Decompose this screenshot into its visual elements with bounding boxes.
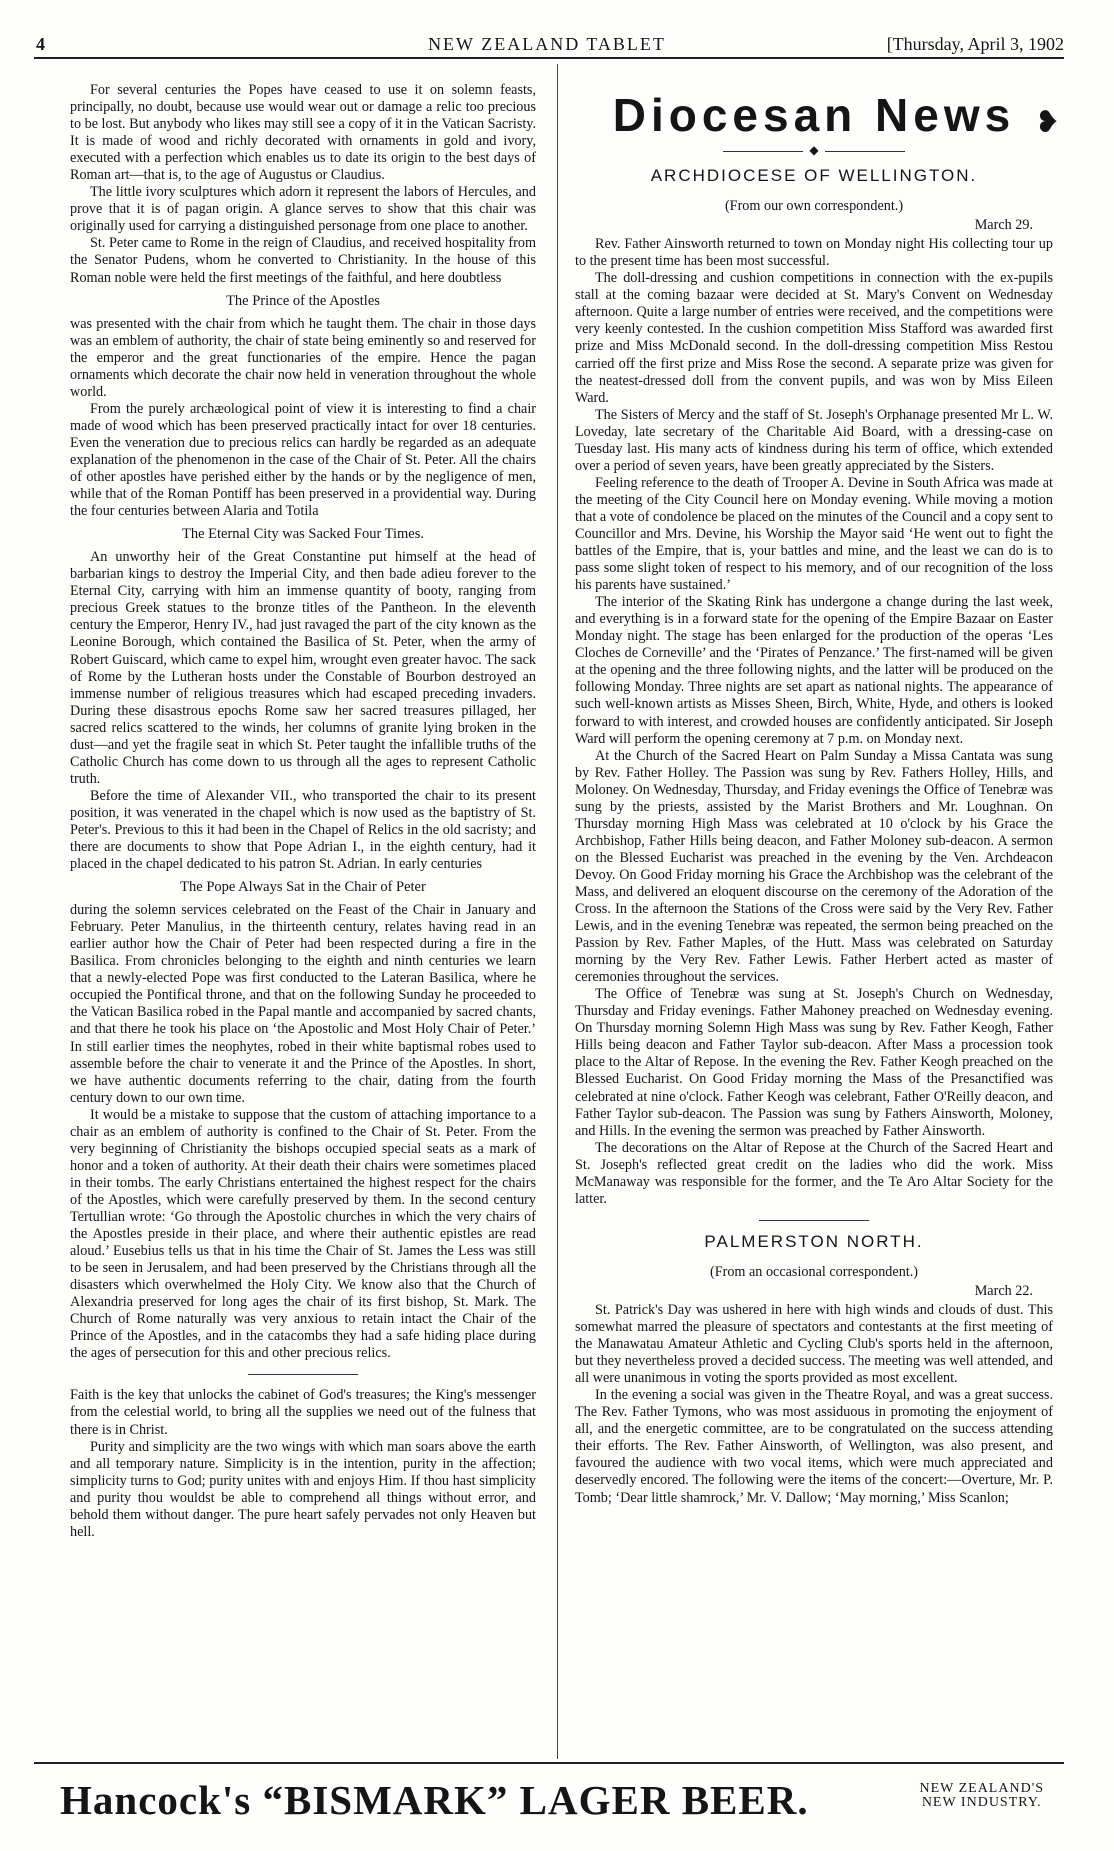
tagline-line: NEW INDUSTRY. (921, 1795, 1042, 1810)
right-column (575, 80, 1065, 1507)
correspondent-note: (From an occasional correspondent.) (709, 1263, 918, 1280)
footer-advertisement (60, 1776, 1070, 1826)
paragraph: St. Patrick's Day was ushered in here with high winds and clouds of dust. This somewhat marred the pleasure of spectators and contestants at the first meeting of the Manawatau Amateur Athletic and Cycling Club's sports held in the afternoon, but they nevertheless proved a decided success. The meeting was well attended, and all were unanimous in voting the sports provided as most excellent. (575, 1302, 1053, 1387)
subsection-title: ARCHDIOCESE OF WELLINGTON. (650, 166, 978, 186)
subheading: The Pope Always Sat in the Chair of Peter (180, 879, 426, 896)
subsection-title: PALMERSTON NORTH. (704, 1231, 924, 1251)
newspaper-title: NEW ZEALAND TABLET (428, 34, 666, 54)
paragraph: It would be a mistake to suppose that the custom of attaching importance to a chair as an emblem of authority is confined to the Chair of St. Peter. From the very beginning of Christianity the bishops occupied special seats as a mark of honor and a token of authority. At their death their chairs were sometimes placed in their tombs. The early Christians entertained the highest respect for the chairs of the Apostles, which were carefully preserved by them. In the second century Tertullian wrote: ‘Go through the Apostolic churches in which the very chairs of the Apostles preside in their place, and where their authentic epistles are read aloud.’ Eusebius tells us that in his time the Chair of St. James the Less was still to be seen in Jerusalem, and had been preserved by the Christians through all the disasters which overwhelmed the Holy City. We know also that the Church of Alexandria preserved for long ages the chair of its first bishop, St. Mark. The Church of Rome naturally was very anxious to retain intact the Chair of the Prince of the Apostles, and in the catacombs they had a safe hiding place during the ages of persecution for this and other precious relics. (70, 1106, 536, 1362)
separator-rule (248, 1374, 358, 1375)
paragraph: The doll-dressing and cushion competitions in connection with the ex-pupils stall at the coming bazaar were decided at St. Mary's Convent on Wednesday afternoon. Quite a large number of entries were received, and the competitions were very keenly contested. In the cushion competition Miss Stafford was awarded first prize and Miss McDonald second. In the doll-dressing competition Miss Restou carried off the first prize and Miss Rose the second. A separate prize was given for the neatest-dressed doll from the convent pupils, and was won by Miss Eileen Ward. (575, 270, 1053, 406)
left-column (70, 82, 536, 1541)
dateline: March 22. (974, 1282, 1033, 1299)
paragraph: Rev. Father Ainsworth returned to town on Monday night His collecting tour up to the present time has been most successful. (575, 236, 1053, 270)
footer-rule (34, 1762, 1064, 1764)
issue-date: [Thursday, April 3, 1902 (886, 34, 1064, 54)
paragraph: The interior of the Skating Rink has undergone a change during the last week, and everything is in a forward state for the opening of the Empire Bazaar on Easter Monday night. The stage has been enlarged for the production of the operas ‘Les Cloches de Corneville’ and the ‘Pirates of Penzance.’ The first-named will be given at the opening and the three following nights, and the latter will be produced on the following Monday. Three nights are set apart as national nights. The appearance of such well-known artists as Misses Sheen, Birch, White, Hyde, and others is looked forward to with interest, and crowded houses are confidently anticipated. Sir Joseph Ward will perform the opening ceremony at 7 p.m. on Monday next. (575, 594, 1053, 747)
heart-icon: ❥ (1034, 106, 1065, 139)
section-heading: Diocesan News ❥ (575, 90, 1053, 140)
paragraph: was presented with the chair from which he taught them. The chair in those days was an emblem of authority, the chair of state being eminently so and reserved for the emperor and the great functionaries of the empire. Hence the pagan ornaments which decorate the chair now held in veneration throughout the whole world. (70, 315, 536, 400)
advert-text: Hancock's “BISMARK” LAGER BEER. (60, 1777, 809, 1823)
dateline: March 29. (974, 217, 1033, 234)
paragraph: The decorations on the Altar of Repose at the Church of the Sacred Heart and St. Joseph's reflected great credit on the ladies who did the work. Miss McManaway was responsible for the former, and the Te Aro Altar Society for the latter. (575, 1139, 1053, 1207)
paragraph: From the purely archæological point of view it is interesting to find a chair made of wood which has been preserved practically intact for over 18 centuries. Even the veneration due to precious relics can hardly be regarded as an adequate explanation of the phenomenon in the case of the Chair of St. Peter. All the chairs of other apostles have perished either by the hands or by the negligence of men, while that of the Roman Pontiff has been preserved in a providential way. During the four centuries between Alaria and Totila (70, 400, 536, 520)
subheading: The Prince of the Apostles (226, 292, 380, 309)
header-rule (34, 57, 1064, 59)
separator-rule (759, 1220, 869, 1221)
paragraph: The little ivory sculptures which adorn it represent the labors of Hercules, and prove that it is of pagan origin. A glance serves to show that this chair was originally used for carrying a distinguished personage from one place to another. (70, 184, 536, 235)
paragraph: In the evening a social was given in the Theatre Royal, and was a great success. The Rev. Father Tymons, who was most assiduous in promoting the enjoyment of all, and the energetic committee, are to be congratulated on the success attending their efforts. The Rev. Father Ainsworth, of Wellington, was also present, and favoured the audience with two vocal items, which were much appreciated and deservedly encored. The following were the items of the concert:—Overture, Mr. P. Tomb; ‘Dear little shamrock,’ Mr. V. Dallow; ‘May morning,’ Miss Scanlon; (575, 1387, 1053, 1506)
paragraph: The Office of Tenebræ was sung at St. Joseph's Church on Wednesday, Thursday and Friday evenings. Father Mahoney preached on Wednesday evening. On Thursday morning Solemn High Mass was sung by Rev. Father Keogh, Father Hills being deacon and Father Taylor sub-deacon. After Mass a procession took place to the Altar of Repose. In the evening the Rev. Father Keogh preached on the Blessed Eucharist. On Good Friday morning the Mass of the Presanctified was celebrated at nine o'clock. Father Keogh was celebrant, Father O'Reilly deacon, and Father Taylor sub-deacon. The Passion was sung by Fathers Ainsworth, Moloney, and Hills. In the evening the sermon was preached by Father Ainsworth. (575, 986, 1053, 1139)
ornament-rule: ◆ (575, 142, 1053, 159)
paragraph: An unworthy heir of the Great Constantine put himself at the head of barbarian kings to destroy the Imperial City, and then bade adieu forever to the Eternal City, carrying with him an immense quantity of booty, ranging from precious Greek statues to the bronze titles of the Pantheon. In the eleventh century the Emperor, Henry IV., had just ravaged the part of the city known as the Leonine Borough, which contained the Basilica of St. Peter, when the army of Robert Guiscard, which came to expel him, wrought even greater havoc. The sack of Rome by the Lutheran hosts under the Constable of Bourbon destroyed an immense number of religious treasures which had escaped preceding invaders. During these disastrous epochs Rome saw her sacred treasures pillaged, her sacred relics scattered to the winds, her columns of granite lying broken in the dust—and yet the fragile seat in which St. Peter taught the infallible truths of the Catholic Church has come down to us through all the ages to represent Catholic truth. (70, 549, 536, 787)
tagline-line: NEW ZEALAND'S (919, 1781, 1044, 1796)
paragraph: Faith is the key that unlocks the cabinet of God's treasures; the King's messenger from the celestial world, to bring all the supplies we need out of the fulness that there is in Christ. (70, 1387, 536, 1438)
paragraph: For several centuries the Popes have ceased to use it on solemn feasts, principally, no doubt, because use would wear out or damage a relic too precious to be lost. But anybody who likes may still see a copy of it in the Vatican Sacristy. It is made of wood and richly decorated with ornaments in gold and ivory, executed with a perfection which enables us to date its origin to the best days of Roman art—that is, to the age of Augustus or Claudius. (70, 82, 536, 184)
paragraph: At the Church of the Sacred Heart on Palm Sunday a Missa Cantata was sung by Rev. Father Holley. The Passion was sung by Rev. Fathers Holley, Hills, and Moloney. On Wednesday, Thursday, and Friday evenings the Office of Tenebræ was sung by the priests, assisted by the Marist Brothers and Mr. Loughnan. On Thursday morning High Mass was celebrated at 10 o'clock by his Grace the Archbishop, Father Hills being deacon, and Father Moloney sub-deacon. A sermon on the Blessed Eucharist was preached in the evening by the Ven. Archdeacon Devoy. On Good Friday morning his Grace the Archbishop was the celebrant of the Mass, and delivered an eloquent discourse on the ceremony of the Adoration of the Cross. In the afternoon the Stations of the Cross were said by the Very Rev. Father Lewis, and in the evening Tenebræ was repeated, the sermon being preached on the Passion by Rev. Father Maples, of the Hutt. Mass was celebrated on Saturday morning by the Very Rev. Father Lewis. Father Herbert acted as master of ceremonies throughout the services. (575, 747, 1053, 986)
paragraph: during the solemn services celebrated on the Feast of the Chair in January and February. Peter Manulius, in the thirteenth century, relates having read in an earlier author how the Chair of Peter had been respected during a fire in the Basilica. From chronicles belonging to the eighth and ninth centuries we learn that a newly-elected Pope was first conducted to the Lateran Basilica, where he occupied the Pontifical throne, and that on the following Sunday he proceeded to the Vatican Basilica robed in the Papal mantle and accompanied by sacred chants, and that there he took his place on ‘the Apostolic and Most Holy Chair of Peter.’ In still earlier times the neophytes, robed in their white baptismal robes used to assemble before the chair to venerate it and the Prince of the Apostles. In short, we have authentic documents referring to the chair, dating from the fourth century down to our own time. (70, 902, 536, 1106)
advert-tagline (919, 1782, 1044, 1810)
page-number: 4 (36, 34, 45, 54)
subheading: The Eternal City was Sacked Four Times. (181, 526, 425, 543)
paragraph: Before the time of Alexander VII., who transported the chair to its present position, it was venerated in the chapel which is now used as the baptistry of St. Peter's. Previous to this it had been in the Chapel of Relics in the old sacristy; and there are documents to show that Pope Adrian I., in the eighth century, had it placed in the chapel dedicated to his patron St. Adrian. In early centuries (70, 787, 536, 873)
paragraph: The Sisters of Mercy and the staff of St. Joseph's Orphanage presented Mr L. W. Loveday, late secretary of the Charitable Aid Board, with a dressing-case on Tuesday last. His many acts of kindness during his term of office, which extended over a period of seven years, have been greatly appreciated by the Sisters. (575, 406, 1053, 474)
paragraph: Purity and simplicity are the two wings with which man soars above the earth and all temporary nature. Simplicity is in the intention, purity in the affection; simplicity turns to God; purity unites with and enjoys Him. If thou hast simplicity and purity thou wouldst be able to comprehend all things without error, and behold them without danger. The pure heart safely pervades not only Heaven but hell. (70, 1438, 536, 1540)
correspondent-note: (From our own correspondent.) (724, 198, 904, 215)
paragraph: St. Peter came to Rome in the reign of Claudius, and received hospitality from the Senator Pudens, whom he converted to Christianity. In the house of this Roman noble were held the first meetings of the faithful, and here doubtless (70, 235, 536, 286)
paragraph: Feeling reference to the death of Trooper A. Devine in South Africa was made at the meeting of the City Council here on Monday evening. While moving a motion that a vote of condolence be placed on the minutes of the Council and a copy sent to Councillor and Mrs. Devine, his Worship the Mayor said ‘He went out to fight the battles of the Empire, that is, your battles and mine, and the least we can do is to pass some slight token of respect to his memory, and of our recognition of the loss his parents have sustained.’ (575, 474, 1053, 594)
column-rule (557, 64, 558, 1759)
